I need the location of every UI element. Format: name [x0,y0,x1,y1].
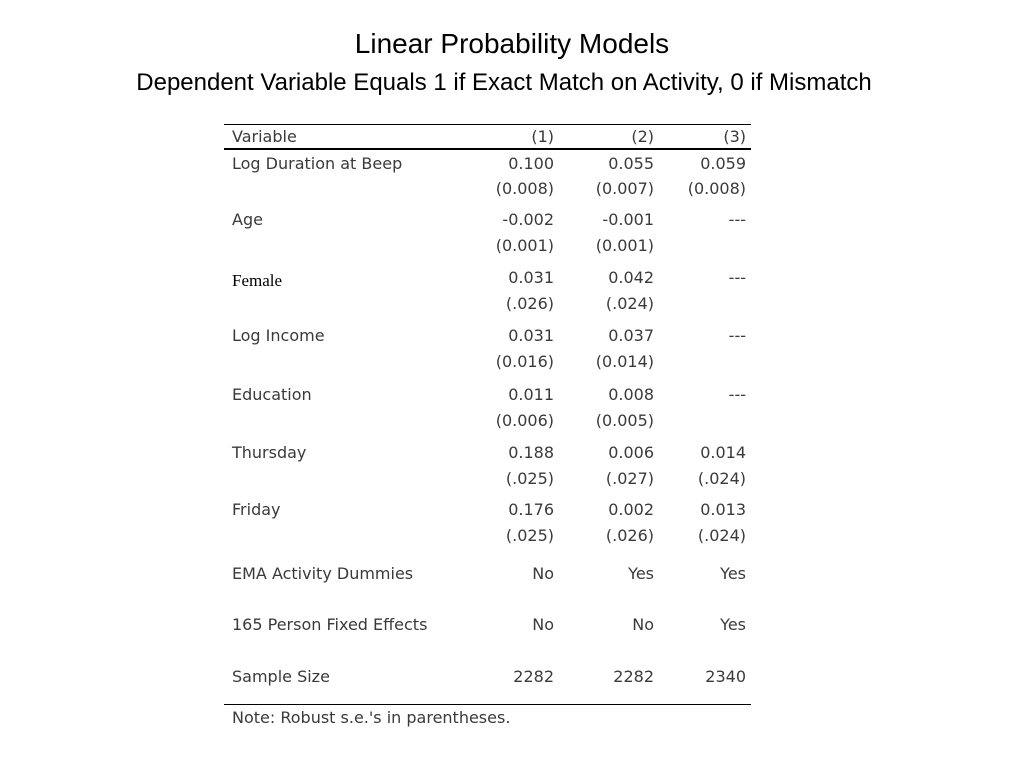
se-thursday-2: (.027) [605,469,654,488]
se-log-duration-3: (0.008) [687,179,746,198]
se-friday-3: (.024) [697,526,746,545]
se-log-income-1: (0.016) [495,352,554,371]
value-ema-dummies-1: No [532,564,554,583]
row-label-thursday: Thursday [232,443,307,462]
coef-education-3: --- [728,385,746,404]
coef-log-duration-2: 0.055 [608,154,654,173]
coef-thursday-2: 0.006 [608,443,654,462]
se-education-1: (0.006) [495,411,554,430]
value-ema-dummies-3: Yes [720,564,746,583]
se-thursday-1: (.025) [505,469,554,488]
slide-subtitle: Dependent Variable Equals 1 if Exact Match on Activity, 0 if Mismatch [136,69,872,96]
row-label-friday: Friday [232,500,281,519]
coef-thursday-1: 0.188 [508,443,554,462]
row-label-female: Female [232,271,283,290]
table-header-rule [224,148,751,150]
header-col-2: (2) [631,127,654,146]
value-person-fixed-effects-2: No [632,615,654,634]
se-friday-2: (.026) [605,526,654,545]
table-top-rule [224,124,751,125]
row-label-log-income: Log Income [232,326,325,345]
coef-education-1: 0.011 [508,385,554,404]
header-col-1: (1) [531,127,554,146]
se-female-2: (.024) [605,294,654,313]
row-label-person-fixed-effects: 165 Person Fixed Effects [232,615,428,634]
se-female-1: (.026) [505,294,554,313]
value-sample-size-3: 2340 [705,667,746,686]
coef-friday-1: 0.176 [508,500,554,519]
header-col-3: (3) [723,127,746,146]
coef-thursday-3: 0.014 [700,443,746,462]
row-label-ema-dummies: EMA Activity Dummies [232,564,414,583]
row-label-education: Education [232,385,312,404]
coef-log-income-1: 0.031 [508,326,554,345]
value-sample-size-1: 2282 [513,667,554,686]
slide-title: Linear Probability Models [354,28,670,59]
coef-education-2: 0.008 [608,385,654,404]
coef-female-1: 0.031 [508,268,554,287]
row-label-log-duration: Log Duration at Beep [232,154,403,173]
coef-log-duration-3: 0.059 [700,154,746,173]
coef-female-3: --- [728,268,746,287]
value-ema-dummies-2: Yes [628,564,654,583]
row-label-sample-size: Sample Size [232,667,330,686]
se-education-2: (0.005) [595,411,654,430]
se-log-income-2: (0.014) [595,352,654,371]
value-person-fixed-effects-3: Yes [720,615,746,634]
se-log-duration-2: (0.007) [595,179,654,198]
coef-age-2: -0.001 [602,210,654,229]
coef-friday-2: 0.002 [608,500,654,519]
coef-log-income-2: 0.037 [608,326,654,345]
table-note: Note: Robust s.e.'s in parentheses. [232,708,511,727]
se-friday-1: (.025) [505,526,554,545]
se-age-2: (0.001) [595,236,654,255]
header-variable: Variable [232,127,297,146]
coef-age-1: -0.002 [502,210,554,229]
se-log-duration-1: (0.008) [495,179,554,198]
se-thursday-3: (.024) [697,469,746,488]
se-age-1: (0.001) [495,236,554,255]
coef-female-2: 0.042 [608,268,654,287]
value-sample-size-2: 2282 [613,667,654,686]
value-person-fixed-effects-1: No [532,615,554,634]
coef-age-3: --- [728,210,746,229]
row-label-age: Age [232,210,263,229]
coef-friday-3: 0.013 [700,500,746,519]
coef-log-duration-1: 0.100 [508,154,554,173]
table-bottom-rule [224,704,751,705]
coef-log-income-3: --- [728,326,746,345]
